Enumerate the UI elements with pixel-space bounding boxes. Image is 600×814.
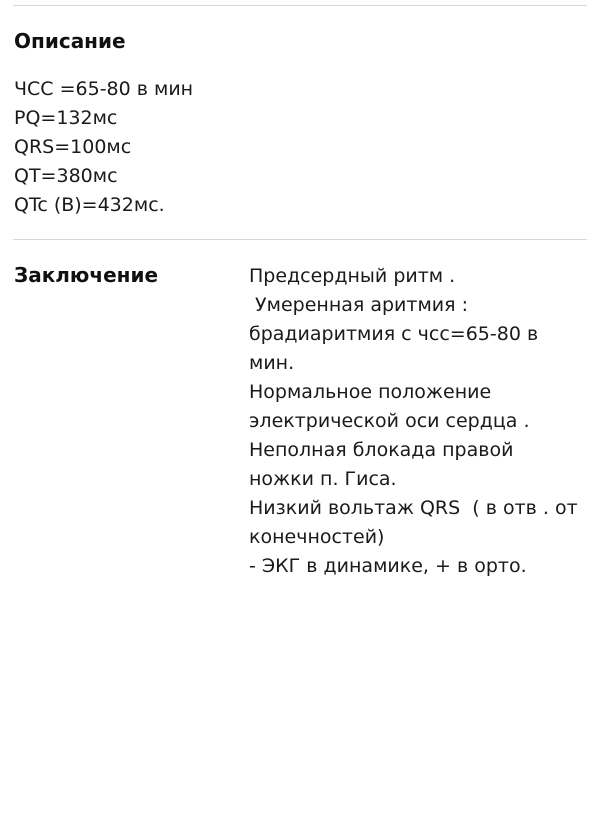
- conclusion-line: брадиаритмия с чсс=65-80 в: [249, 323, 539, 345]
- conclusion-line: - ЭКГ в динамике, + в орто.: [249, 555, 527, 577]
- conclusion-line: Умеренная аритмия :: [249, 294, 469, 316]
- conclusion-line: Неполная блокада правой: [249, 439, 514, 461]
- description-line: QRS=100мс: [14, 136, 132, 158]
- conclusion-line: конечностей): [249, 526, 385, 548]
- description-list: [14, 75, 193, 220]
- conclusion-line: Предсердный ритм .: [249, 265, 456, 287]
- description-line: PQ=132мс: [14, 107, 118, 129]
- conclusion-line: электрической оси сердца .: [249, 410, 530, 432]
- conclusion-title: Заключение: [14, 263, 159, 287]
- description-line: QTc (B)=432мс.: [14, 194, 165, 216]
- conclusion-line: Низкий вольтаж QRS ( в отв . от: [249, 497, 578, 519]
- conclusion-line: ножки п. Гиса.: [249, 468, 397, 490]
- conclusion-text: [249, 262, 591, 581]
- description-line: QT=380мс: [14, 165, 118, 187]
- top-divider: [13, 5, 587, 6]
- conclusion-line: мин.: [249, 352, 295, 374]
- description-title: Описание: [14, 29, 126, 53]
- conclusion-line: Нормальное положение: [249, 381, 492, 403]
- description-line: ЧСС =65-80 в мин: [14, 78, 194, 100]
- section-divider: [13, 239, 587, 240]
